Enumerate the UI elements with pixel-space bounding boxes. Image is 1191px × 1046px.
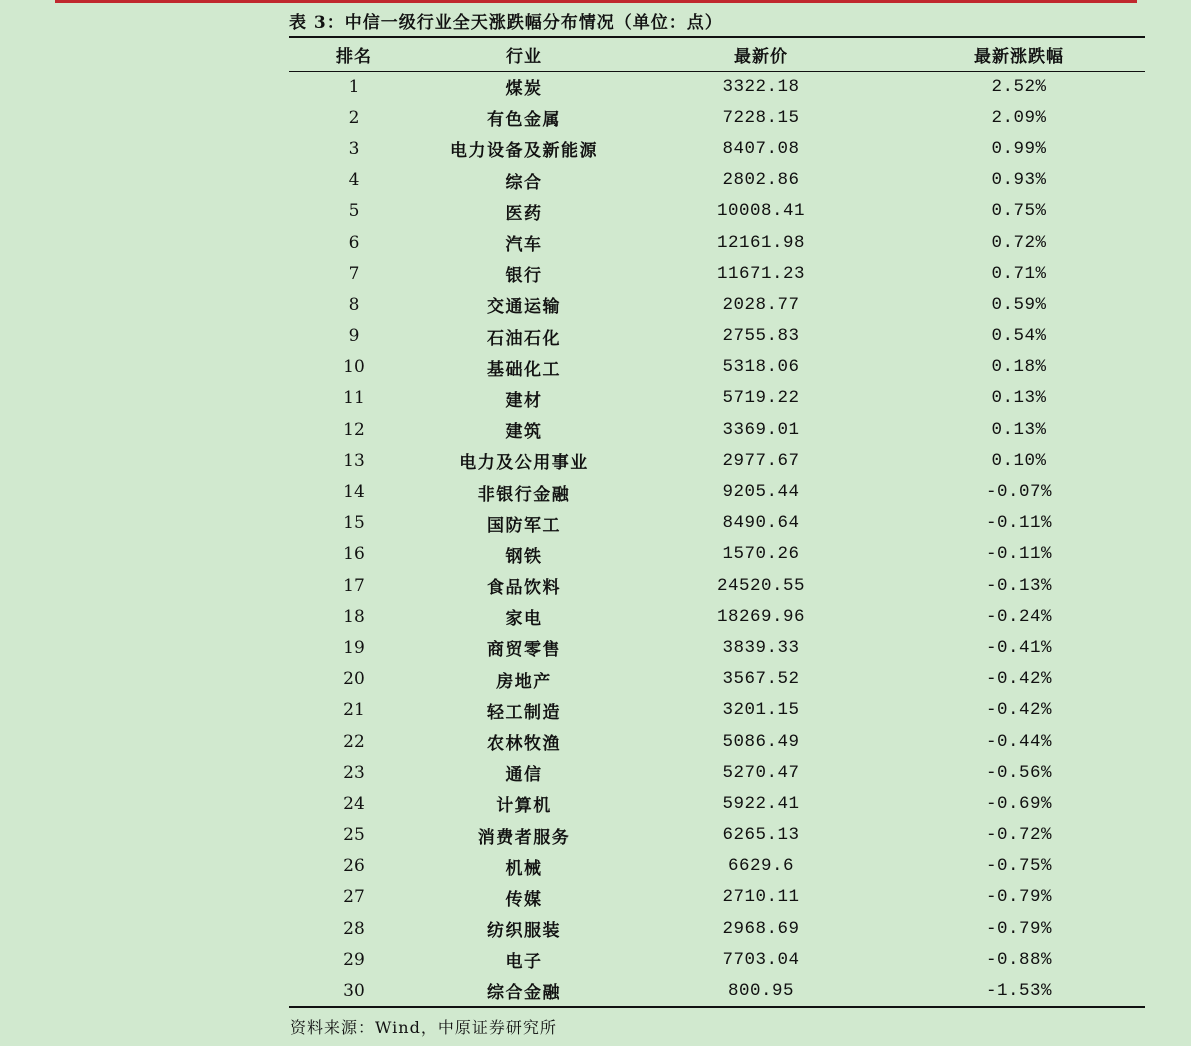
change-cell: 0.54% — [991, 326, 1047, 347]
change-cell: 0.93% — [991, 170, 1047, 191]
change-cell: -1.53% — [985, 980, 1052, 1001]
rank-cell: 21 — [343, 700, 365, 721]
table-row — [289, 851, 1145, 882]
rank-cell: 8 — [348, 294, 360, 315]
price-cell: 6265.13 — [722, 825, 800, 846]
change-cell: 0.75% — [991, 201, 1047, 222]
price-cell: 7228.15 — [722, 107, 800, 128]
price-cell: 2755.83 — [722, 326, 800, 347]
table-row — [289, 196, 1145, 227]
rank-cell: 14 — [343, 482, 365, 503]
price-cell: 2028.77 — [722, 294, 800, 315]
rank-cell: 24 — [343, 793, 365, 814]
change-cell: -0.75% — [985, 856, 1052, 877]
table-row — [289, 227, 1145, 258]
industry-cell: 石油石化 — [487, 328, 561, 349]
industry-cell: 计算机 — [496, 796, 552, 817]
industry-ranking-table — [289, 36, 1145, 1008]
change-cell: 0.59% — [991, 294, 1047, 315]
header-industry: 行业 — [506, 46, 542, 67]
industry-cell: 纺织服装 — [487, 921, 561, 942]
industry-cell: 通信 — [505, 765, 543, 786]
change-cell: -0.42% — [985, 700, 1052, 721]
industry-cell: 轻工制造 — [487, 702, 561, 723]
change-cell: 0.72% — [991, 232, 1047, 253]
table-row — [289, 476, 1145, 507]
change-cell: -0.13% — [985, 575, 1052, 596]
rank-cell: 3 — [348, 138, 360, 159]
industry-cell: 家电 — [505, 609, 543, 630]
source-note: 资料来源：Wind，中原证券研究所 — [290, 1018, 557, 1037]
rank-cell: 15 — [343, 513, 365, 534]
price-cell: 8490.64 — [722, 513, 800, 534]
table-row — [289, 165, 1145, 196]
price-cell: 3369.01 — [722, 419, 800, 440]
change-cell: -0.88% — [985, 949, 1052, 970]
industry-cell: 煤炭 — [505, 79, 543, 100]
table-caption: 表 3：中信一级行业全天涨跌幅分布情况（单位：点） — [289, 13, 723, 33]
rank-cell: 1 — [348, 76, 360, 97]
price-cell: 7703.04 — [722, 949, 800, 970]
table-row — [289, 539, 1145, 570]
header-accent-rule — [55, 0, 1137, 3]
table-row — [289, 601, 1145, 632]
rank-cell: 7 — [348, 263, 360, 284]
table-row — [289, 632, 1145, 663]
rank-cell: 18 — [343, 606, 365, 627]
rank-cell: 19 — [343, 637, 365, 658]
table-row — [289, 289, 1145, 320]
table-header — [289, 37, 1145, 71]
header-latest-price: 最新价 — [734, 46, 788, 67]
rank-cell: 12 — [343, 419, 365, 440]
industry-cell: 机械 — [505, 858, 543, 879]
change-cell: -0.69% — [985, 793, 1052, 814]
rank-cell: 25 — [343, 825, 365, 846]
table-row — [289, 695, 1145, 726]
table-row — [289, 570, 1145, 601]
table-row — [289, 414, 1145, 445]
rank-cell: 23 — [343, 762, 365, 783]
header-rank: 排名 — [336, 46, 372, 67]
table-row — [289, 102, 1145, 133]
price-cell: 10008.41 — [716, 201, 805, 222]
industry-cell: 商贸零售 — [487, 640, 561, 661]
industry-cell: 电力及公用事业 — [459, 453, 589, 474]
industry-cell: 食品饮料 — [487, 578, 561, 599]
rank-cell: 22 — [343, 731, 365, 752]
rank-cell: 4 — [348, 170, 360, 191]
price-cell: 5719.22 — [722, 388, 800, 409]
rank-cell: 30 — [343, 980, 365, 1001]
price-cell: 2968.69 — [722, 918, 800, 939]
industry-cell: 电力设备及新能源 — [450, 141, 598, 162]
table-row — [289, 944, 1145, 975]
change-cell: 2.52% — [991, 76, 1047, 97]
industry-cell: 建筑 — [505, 422, 543, 443]
table-row — [289, 757, 1145, 788]
industry-cell: 有色金属 — [487, 110, 561, 131]
change-cell: -0.24% — [985, 606, 1052, 627]
change-cell: -0.79% — [985, 887, 1052, 908]
table-row — [289, 383, 1145, 414]
industry-cell: 房地产 — [496, 671, 552, 692]
rank-cell: 2 — [348, 107, 360, 128]
table-row — [289, 258, 1145, 289]
industry-cell: 银行 — [505, 266, 543, 287]
price-cell: 2802.86 — [722, 170, 800, 191]
price-cell: 5086.49 — [722, 731, 800, 752]
change-cell: -0.11% — [985, 544, 1052, 565]
rank-cell: 11 — [343, 388, 365, 409]
table-row — [289, 352, 1145, 383]
rank-cell: 27 — [343, 887, 365, 908]
table-row — [289, 788, 1145, 819]
price-cell: 5318.06 — [722, 357, 800, 378]
change-cell: -0.42% — [985, 669, 1052, 690]
industry-cell: 综合 — [505, 172, 543, 193]
price-cell: 8407.08 — [722, 138, 800, 159]
table-row — [289, 508, 1145, 539]
rank-cell: 6 — [348, 232, 360, 253]
industry-ranking-table-container — [289, 36, 1145, 1008]
header-latest-change: 最新涨跌幅 — [974, 46, 1064, 67]
rank-cell: 5 — [348, 201, 360, 222]
industry-cell: 医药 — [505, 203, 543, 224]
change-cell: -0.41% — [985, 637, 1052, 658]
industry-cell: 电子 — [505, 952, 543, 973]
rank-cell: 9 — [348, 326, 360, 347]
table-row — [289, 664, 1145, 695]
price-cell: 3322.18 — [722, 76, 800, 97]
change-cell: 2.09% — [991, 107, 1047, 128]
rank-cell: 29 — [343, 949, 365, 970]
price-cell: 18269.96 — [716, 606, 805, 627]
change-cell: 0.71% — [991, 263, 1047, 284]
change-cell: 0.13% — [991, 419, 1047, 440]
change-cell: 0.13% — [991, 388, 1047, 409]
industry-cell: 综合金融 — [487, 983, 561, 1004]
price-cell: 11671.23 — [716, 263, 805, 284]
change-cell: -0.72% — [985, 825, 1052, 846]
price-cell: 12161.98 — [716, 232, 805, 253]
price-cell: 3201.15 — [722, 700, 800, 721]
change-cell: -0.56% — [985, 762, 1052, 783]
table-row — [289, 71, 1145, 102]
table-row — [289, 882, 1145, 913]
table-row — [289, 321, 1145, 352]
table-row — [289, 975, 1145, 1006]
industry-cell: 消费者服务 — [477, 827, 571, 848]
header-row — [289, 37, 1145, 71]
rank-cell: 20 — [343, 669, 365, 690]
table-row — [289, 445, 1145, 476]
change-cell: -0.79% — [985, 918, 1052, 939]
price-cell: 1570.26 — [722, 544, 800, 565]
industry-cell: 建材 — [505, 390, 543, 411]
price-cell: 24520.55 — [716, 575, 805, 596]
rank-cell: 16 — [343, 544, 365, 565]
price-cell: 2977.67 — [722, 450, 800, 471]
rank-cell: 26 — [343, 856, 365, 877]
price-cell: 9205.44 — [722, 482, 800, 503]
rank-cell: 17 — [343, 575, 365, 596]
industry-cell: 基础化工 — [487, 359, 561, 380]
change-cell: 0.99% — [991, 138, 1047, 159]
price-cell: 800.95 — [727, 980, 794, 1001]
change-cell: 0.10% — [991, 450, 1047, 471]
price-cell: 3567.52 — [722, 669, 800, 690]
price-cell: 3839.33 — [722, 637, 800, 658]
industry-cell: 传媒 — [505, 889, 543, 910]
industry-cell: 农林牧渔 — [487, 734, 561, 755]
table-row — [289, 726, 1145, 757]
price-cell: 6629.6 — [727, 856, 794, 877]
rank-cell: 13 — [343, 450, 365, 471]
industry-cell: 交通运输 — [487, 297, 561, 318]
table-row — [289, 133, 1145, 164]
price-cell: 5922.41 — [722, 793, 800, 814]
rank-cell: 28 — [343, 918, 365, 939]
change-cell: -0.11% — [985, 513, 1052, 534]
table-row — [289, 913, 1145, 944]
industry-cell: 钢铁 — [505, 546, 543, 567]
change-cell: -0.07% — [985, 482, 1052, 503]
change-cell: 0.18% — [991, 357, 1047, 378]
table-row — [289, 820, 1145, 851]
rank-cell: 10 — [343, 357, 365, 378]
price-cell: 2710.11 — [722, 887, 800, 908]
change-cell: -0.44% — [985, 731, 1052, 752]
industry-cell: 国防军工 — [487, 515, 561, 536]
price-cell: 5270.47 — [722, 762, 800, 783]
table-body — [289, 71, 1145, 1007]
industry-cell: 汽车 — [505, 235, 543, 256]
industry-cell: 非银行金融 — [477, 484, 571, 505]
